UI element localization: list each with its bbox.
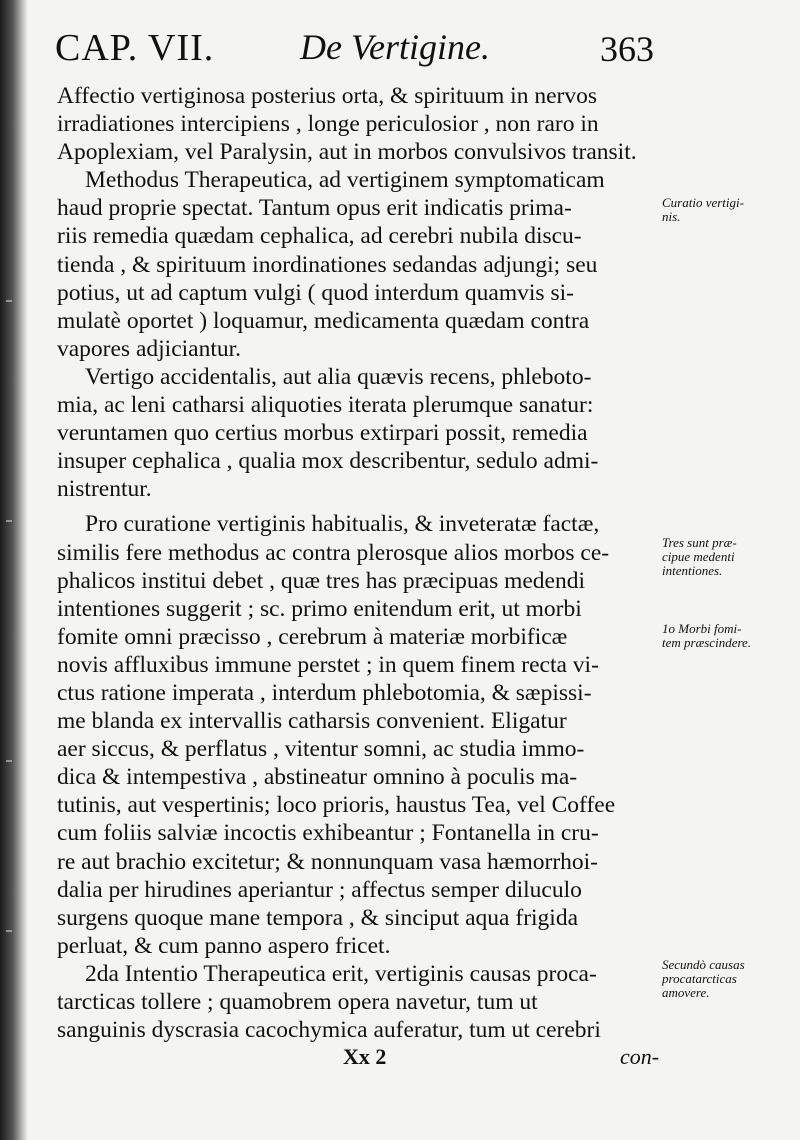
text-line: tarcticas tollere ; quamobrem opera navetur, tum ut [57,989,538,1015]
text-line: me blanda ex intervallis catharsis convenient. Eligatur [57,708,567,735]
text-line: intentiones suggerit ; sc. primo enitendum erit, ut morbi [57,595,582,622]
margin-note-line: 1o Morbi fomi- [662,621,742,636]
text-line: nistrentur. [57,476,152,503]
margin-note-line: Secundò causas [662,957,745,972]
text-line: potius, ut ad captum vulgi ( quod interdum quamvis si- [57,279,574,306]
running-header [55,26,755,82]
margin-note-line: cipue medenti [662,549,735,564]
text-line: phalicos institui debet , quæ tres has præcipuas medendi [57,567,586,594]
margin-note-line: procatarcticas [662,971,737,986]
gutter-mark [6,300,12,302]
text-line: vapores adjiciantur. [57,335,242,362]
text-line: tutinis, aut vespertinis; loco prioris, haustus Tea, vel Coffee [57,792,616,819]
margin-note-primo [662,622,797,650]
catchword: con- [620,1044,660,1069]
text-line: Affectio vertiginosa posterius orta, & spirituum in nervos [57,83,597,109]
text-line: mia, ac leni catharsi aliquoties iterata plerumque sanatur: [57,392,594,419]
page-number: 363 [600,29,654,69]
gutter-mark [6,520,12,522]
text-line: veruntamen quo certius morbus extirpari possit, remedia [57,420,588,447]
text-line: Vertigo accidentalis, aut alia quævis recens, phleboto- [85,363,592,390]
margin-note-intentiones [662,536,797,578]
text-line: irradiationes intercipiens , longe periculosior , non raro in [57,111,599,138]
margin-note-line: nis. [662,209,681,224]
text-line: riis remedia quædam cephalica, ad cerebri nubila discu- [57,223,582,250]
margin-note-line: Tres sunt præ- [662,535,737,550]
text-line: similis fere methodus ac contra plerosque alios morbos ce- [57,539,610,566]
text-line: aer siccus, & perflatus , vitentur somni, ac studia immo- [57,736,585,763]
margin-note-secundo [662,958,797,1000]
text-line: tienda , & spirituum inordinationes sedandas adjungi; seu [57,251,598,278]
margin-note-line: amovere. [662,985,710,1000]
chapter-title: De Vertigine. [300,27,490,67]
text-line: sanguinis dyscrasia cacochymica auferatur, tum ut cerebri [57,1017,601,1044]
text-line: novis affluxibus immune perstet ; in quem finem recta vi- [57,651,599,678]
text-line: dica & intempestiva , abstineatur omnino à poculis ma- [57,764,578,791]
book-gutter [0,0,28,1140]
text-line: cum foliis salviæ incoctis exhibeantur ; Fontanella in cru- [57,820,599,847]
text-line: Apoplexiam, vel Paralysin, aut in morbos convulsivos transit. [57,139,637,166]
margin-note-line: intentiones. [662,563,723,578]
gutter-mark [6,760,12,762]
text-line: ctus ratione imperata , interdum phlebotomia, & sæpissi- [57,679,592,706]
margin-note-curatio [662,196,797,224]
text-line: dalia per hirudines aperiantur ; affectus semper diluculo [57,876,582,903]
gutter-mark [6,930,12,932]
chapter-label: CAP. VII. [55,27,215,69]
margin-note-line: tem præscindere. [662,635,752,650]
signature-mark: Xx 2 [343,1044,387,1069]
text-line: surgens quoque mane tempora , & sinciput aqua frigida [57,904,579,931]
text-line: perluat, & cum panno aspero fricet. [57,932,391,959]
body-text [57,82,657,1044]
text-line: haud proprie spectat. Tantum opus erit indicatis prima- [57,195,572,222]
text-line: mulatè oportet ) loquamur, medicamenta quædam contra [57,307,590,334]
text-line: fomite omni præcisso , cerebrum à materiæ morbificæ [57,623,568,650]
text-line: Methodus Therapeutica, ad vertiginem symptomaticam [85,167,605,194]
text-line: re aut brachio excitetur; & nonnunquam vasa hæmorrhoi- [57,848,598,875]
text-line: Pro curatione vertiginis habitualis, & inveteratæ factæ, [85,511,600,538]
text-line: 2da Intentio Therapeutica erit, vertiginis causas proca- [85,960,597,987]
margin-note-line: Curatio vertigi- [662,195,744,210]
text-line: insuper cephalica , qualia mox describentur, sedulo admi- [57,448,599,475]
